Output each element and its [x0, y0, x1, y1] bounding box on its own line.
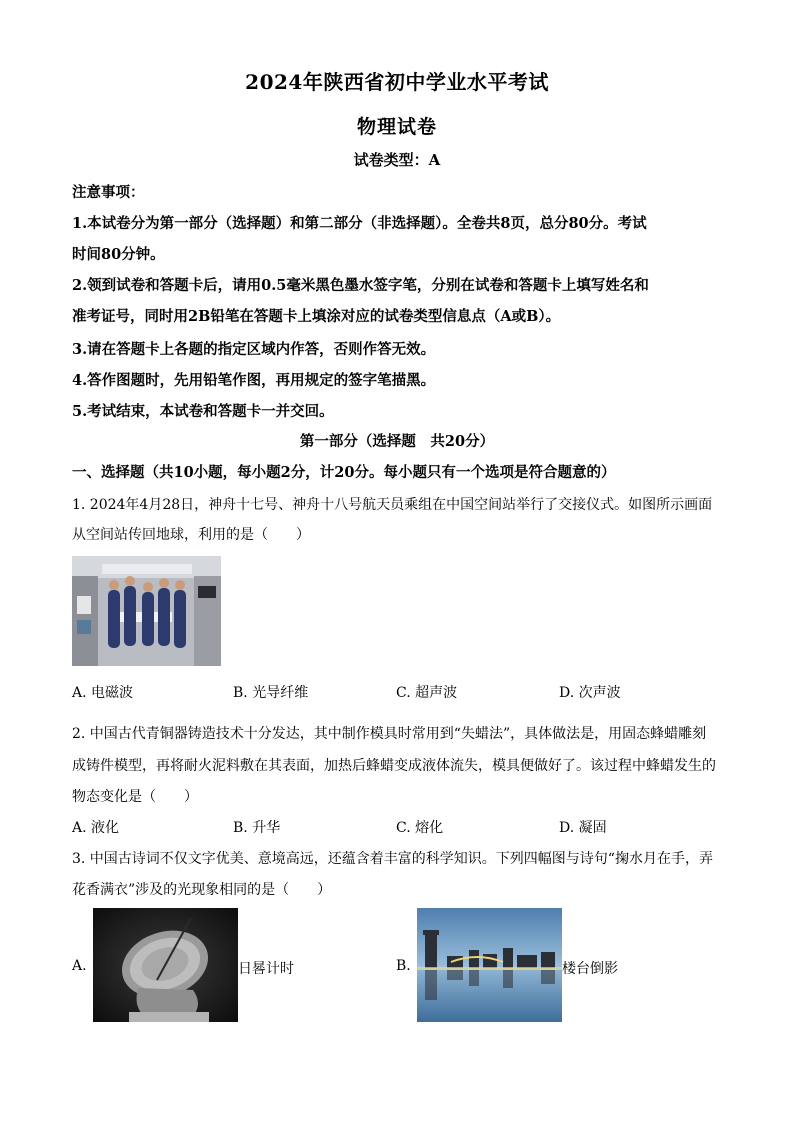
- q2-option-c: C. 熔化: [396, 820, 444, 836]
- notice-line: 准考证号，同时用2B铅笔在答题卡上填涂对应的试卷类型信息点（A或B）。: [72, 308, 561, 325]
- q3-text: 3. 中国古诗词不仅文字优美、意境高远，还蕴含着丰富的科学知识。下列四幅图与诗句“掬水月在手，弄: [72, 851, 713, 867]
- q2-option-a: A. 液化: [72, 820, 120, 836]
- exam-title: 2024年陕西省初中学业水平考试: [245, 70, 549, 94]
- q2-text: 2. 中国古代青铜器铸造技术十分发达，其中制作模具时常用到“失蜡法”，具体做法是，用固态蜂蜡雕刻: [72, 726, 707, 742]
- part1-heading: 第一部分（选择题 共20分）: [299, 433, 495, 450]
- notice-line: 2.领到试卷和答题卡后，请用0.5毫米黑色墨水签字笔，分别在试卷和答题卡上填写姓名和: [72, 277, 649, 294]
- subject-title: 物理试卷: [356, 116, 437, 138]
- q1-option-a: A. 电磁波: [72, 685, 134, 701]
- q3-option-b-caption: 楼台倒影: [562, 961, 618, 977]
- notice-line: 3.请在答题卡上各题的指定区域内作答，否则作答无效。: [72, 341, 436, 358]
- space-station-photo: [72, 556, 221, 666]
- q3-option-a-caption: 日晷计时: [238, 961, 294, 977]
- notice-line: 4.答作图题时，先用铅笔作图，再用规定的签字笔描黑。: [72, 372, 436, 389]
- tower-reflection-photo: [417, 908, 562, 1022]
- notice-line: 时间80分钟。: [72, 246, 165, 263]
- notice-heading: 注意事项：: [72, 184, 145, 201]
- notice-line: 5.考试结束，本试卷和答题卡一并交回。: [72, 403, 334, 420]
- q2-text: 成铸件模型，再将耐火泥料敷在其表面，加热后蜂蜡变成液体流失，模具便做好了。该过程中蜂蜡发生的: [72, 758, 716, 774]
- q1-text: 1. 2024年4月28日，神舟十七号、神舟十八号航天员乘组在中国空间站举行了交接仪式。如图所示画面: [72, 497, 713, 513]
- q3-option-a-label: A.: [72, 958, 87, 974]
- paper-type: 试卷类型：A: [353, 151, 441, 169]
- q2-text: 物态变化是（ ）: [72, 789, 198, 805]
- q2-option-d: D. 凝固: [559, 820, 607, 836]
- q1-option-b: B. 光导纤维: [233, 685, 309, 701]
- section-heading: 一、选择题（共10小题，每小题2分，计20分。每小题只有一个选项是符合题意的）: [72, 464, 616, 481]
- q1-option-c: C. 超声波: [396, 685, 458, 701]
- sundial-photo: [93, 908, 238, 1022]
- q3-text: 花香满衣”涉及的光现象相同的是（ ）: [72, 882, 332, 898]
- q3-option-b-label: B.: [396, 958, 411, 974]
- q2-option-b: B. 升华: [233, 820, 281, 836]
- q1-text: 从空间站传回地球，利用的是（ ）: [72, 527, 310, 543]
- notice-line: 1.本试卷分为第一部分（选择题）和第二部分（非选择题）。全卷共8页，总分80分。考试: [72, 215, 647, 232]
- q1-option-d: D. 次声波: [559, 685, 621, 701]
